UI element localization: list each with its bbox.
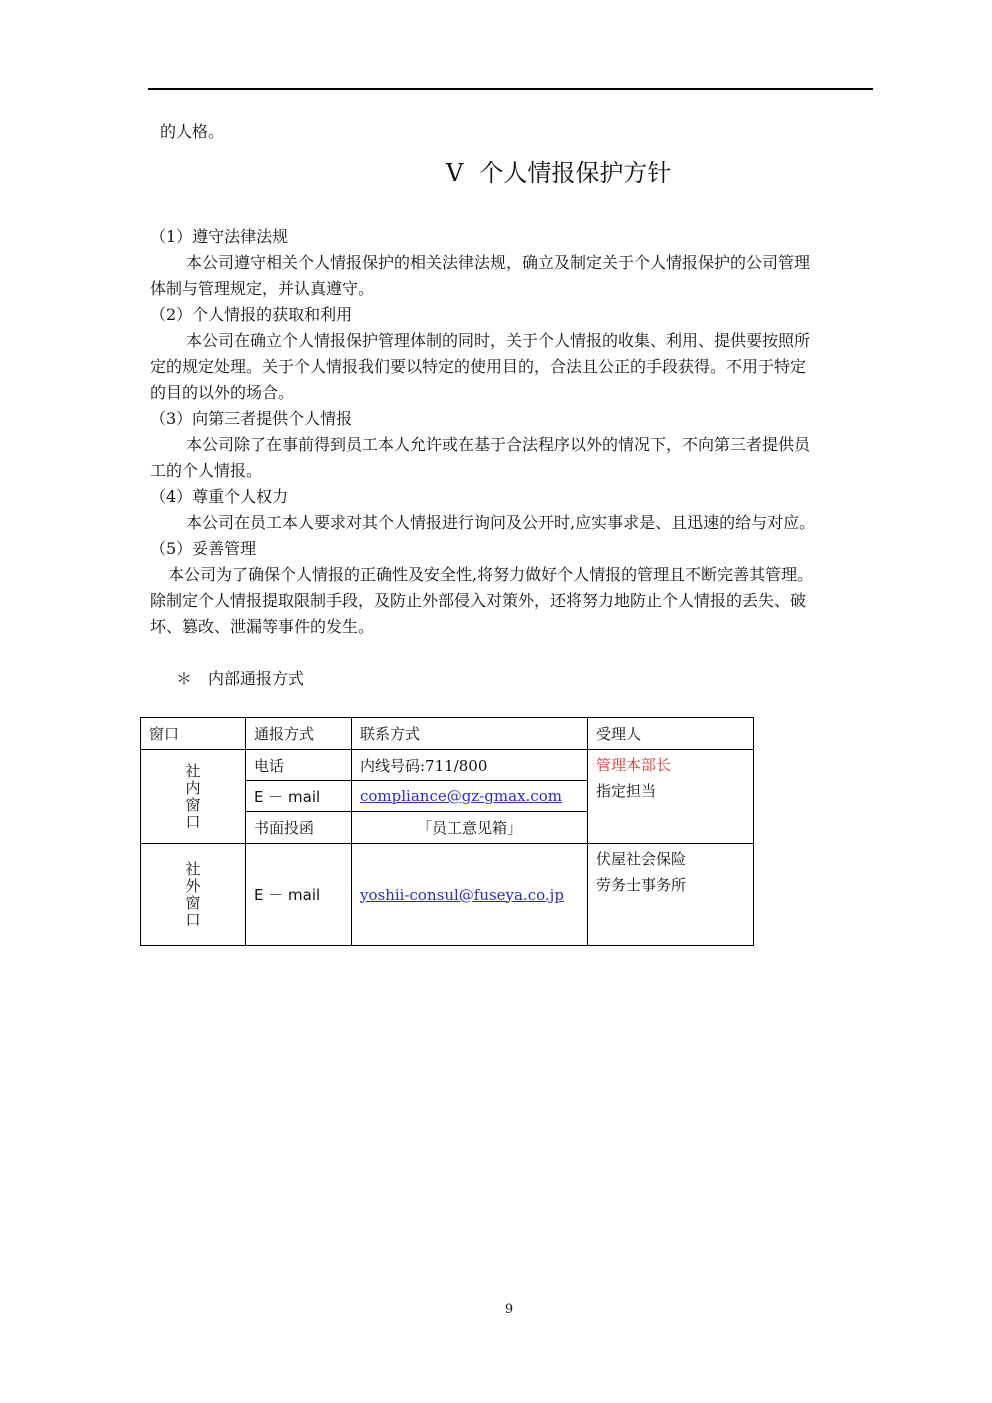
phone-contact: 内线号码:711/800 [352,750,588,781]
section-title [446,158,671,188]
external-email-link[interactable]: yoshii-consul@fuseya.co.jp [360,885,564,904]
receiver-manager: 管理本部长 [596,756,672,774]
item-body-line: 的目的以外的场合。 [150,383,295,402]
letter-method: 书面投函 [246,812,352,844]
receiver-assigned: 指定担当 [596,782,657,800]
continuation-text: 的人格。 [160,122,225,141]
item-body-line: 本公司为了确保个人情报的正确性及安全性,将努力做好个人情报的管理且不断完善其管理。 [168,565,814,584]
header-rule [148,88,873,90]
section-title-text: 个人情报保护方针 [479,159,672,187]
page-number: 9 [504,1302,514,1317]
item-heading-3: （3）向第三者提供个人情报 [150,409,353,428]
reporting-note: ＊ 内部通报方式 [176,669,305,688]
item-heading-4: （4）尊重个人权力 [150,487,289,506]
reporting-table [140,717,754,946]
item-body-line: 工的个人情报。 [150,461,263,480]
external-email-cell [352,844,588,946]
item-heading-2: （2）个人情报的获取和利用 [150,305,353,324]
external-receiver-line-2: 劳务士事务所 [596,876,687,894]
phone-method: 电话 [246,750,352,781]
internal-receiver [588,750,754,844]
header-contact: 联系方式 [352,718,588,750]
table-row [141,750,754,781]
external-receiver-line-1: 伏屋社会保险 [596,850,687,868]
header-window: 窗口 [141,718,246,750]
internal-window-label: 社 内 窗 口 [141,750,246,844]
item-body-line: 本公司在确立个人情报保护管理体制的同时，关于个人情报的收集、利用、提供要按照所 [186,331,811,350]
external-email-method: E － mail [246,844,352,946]
item-heading-5: （5）妥善管理 [150,539,257,558]
external-window-label: 社 外 窗 口 [141,844,246,946]
external-receiver [588,844,754,946]
item-body-line: 体制与管理规定，并认真遵守。 [150,279,375,298]
table-row [141,844,754,946]
letter-contact: 「员工意见箱」 [352,812,588,844]
header-method: 通报方式 [246,718,352,750]
section-number: Ⅴ [446,159,464,187]
item-body-line: 本公司除了在事前得到员工本人允许或在基于合法程序以外的情况下，不向第三者提供员 [186,435,811,454]
table-header-row [141,718,754,750]
item-body-line: 本公司在员工本人要求对其个人情报进行询问及公开时,应实事求是、且迅速的给与对应。 [186,513,816,532]
item-body-line: 本公司遵守相关个人情报保护的相关法律法规，确立及制定关于个人情报保护的公司管理 [186,253,811,272]
item-body-line: 坏、篡改、泄漏等事件的发生。 [150,617,375,636]
header-receiver: 受理人 [588,718,754,750]
email-method: E － mail [246,781,352,812]
item-body-line: 除制定个人情报提取限制手段，及防止外部侵入对策外，还将努力地防止个人情报的丢失、破 [150,591,807,610]
internal-email-link[interactable]: compliance@gz-gmax.com [360,787,562,805]
item-body-line: 定的规定处理。关于个人情报我们要以特定的使用目的，合法且公正的手段获得。不用于特定 [150,357,807,376]
email-contact-cell [352,781,588,812]
item-heading-1: （1）遵守法律法规 [150,227,289,246]
